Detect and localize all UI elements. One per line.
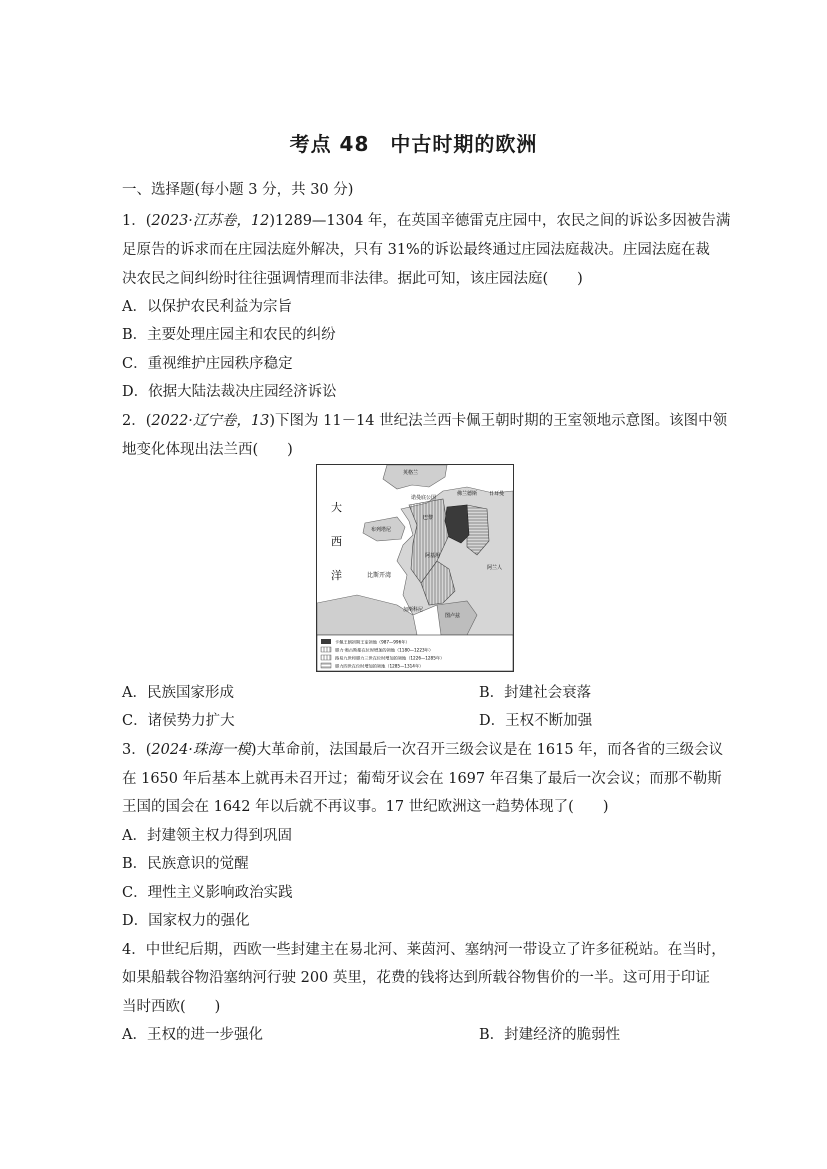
q4-option-b: B．封建经济的脆弱性 [479,1027,621,1043]
q2-option-d: D．王权不断加强 [479,713,593,729]
label-paris: 巴黎 [423,515,434,521]
q4-stem-line3: 当时西欧( ) [122,999,221,1015]
q2-option-c: C．诸侯势力扩大 [122,713,235,729]
q3-stem-line3: 王国的国会在 1642 年以后就不再议事。17 世纪欧洲这一趋势体现了( ) [122,799,609,815]
label-toulouse: 图卢兹 [445,613,461,619]
q3-option-a: A．封建领主权力得到巩固 [122,828,292,844]
q2-stem-line1: 2．(2022·辽宁卷，13)下图为 11－14 世纪法兰西卡佩王朝时期的王室领地示意图。该图中领 [122,413,728,429]
q3-source: 2024·珠海一模 [151,742,251,758]
q4-stem-line2: 如果船载谷物沿塞纳河行驶 200 英里，花费的钱将达到所载谷物售价的一半。这可用于印证 [122,970,710,986]
q1-option-d: D．依据大陆法裁决庄园经济诉讼 [122,384,337,400]
q2-options-row1 [122,683,712,703]
q1-source: 2023·江苏卷，12 [151,213,270,229]
q1-stem-line2: 足原告的诉求而在庄园法庭外解决，只有 31%的诉讼最终通过庄园法庭裁决。庄园法庭在裁 [122,242,710,258]
label-aquitaine: 阿基坦 [425,553,441,559]
q3-option-d: D．国家权力的强化 [122,913,250,929]
q3-option-c: C．理性主义影响政治实践 [122,885,293,901]
q2-option-a: A．民族国家形成 [122,685,234,701]
q1-option-c: C．重视维护庄园秩序稳定 [122,356,293,372]
label-biscay: 比斯开湾 [367,572,392,579]
legend-item-3: 路易九世和腓力三世在位时增加的领地（1226—1285年） [335,655,445,661]
legend-item-4: 腓力四世在位时增加的领地（1285—1314年） [335,663,424,669]
legend-item-1: 卡佩王朝初期王室领地（987—996年） [335,639,410,645]
france-royal-domain-map [316,464,514,672]
label-england: 英格兰 [403,470,419,476]
label-brittany: 布列塔尼 [371,527,392,533]
legend-item-2: 腓力·奥古斯都在位时增加的领地（1180—1223年） [335,647,434,653]
q4-options-row1 [122,1025,712,1045]
q1-option-a: A．以保护农民利益为宗旨 [122,299,292,315]
q3-option-b: B．民族意识的觉醒 [122,856,249,872]
q3-stem-line2: 在 1650 年后基本上就再未召开过；葡萄牙议会在 1697 年召集了最后一次会议；而那不勒斯 [122,771,722,787]
label-germany: 日耳曼 [489,491,505,497]
q3-stem-line1: 3．(2024·珠海一模)大革命前，法国最后一次召开三级会议是在 1615 年，而各省的三级会议 [122,742,724,758]
q4-option-a: A．王权的进一步强化 [122,1027,263,1043]
q4-stem-line1: 4．中世纪后期，西欧一些封建主在易北河、莱茵河、塞纳河一带设立了许多征税站。在当时， [122,942,726,958]
label-flanders: 佛兰德斯 [457,491,478,497]
q2-source: 2022·辽宁卷，13 [151,413,270,429]
label-atlantic-3: 洋 [331,569,342,582]
label-atlantic-1: 大 [331,501,342,514]
section-heading: 一、选择题(每小题 3 分，共 30 分) [122,182,354,198]
label-arles: 阿兰人 [487,565,503,571]
label-atlantic-2: 西 [331,535,342,548]
page-title: 考点 48 中古时期的欧洲 [289,132,538,156]
label-gascony: 加斯科尼 [403,607,424,613]
q2-options-row2 [122,711,712,731]
q1-stem-line1: 1．(2023·江苏卷，12)1289—1304 年，在英国辛德雷克庄园中，农民之间的诉讼多因被告满 [122,213,731,229]
q2-stem-line2: 地变化体现出法兰西( ) [122,442,293,458]
q1-option-b: B．主要处理庄园主和农民的纠纷 [122,327,336,343]
label-normandy: 诺曼底公国 [411,495,437,501]
q1-stem-line3: 决农民之间纠纷时往往强调情理而非法律。据此可知，该庄园法庭( ) [122,271,583,287]
q2-option-b: B．封建社会衰落 [479,685,592,701]
